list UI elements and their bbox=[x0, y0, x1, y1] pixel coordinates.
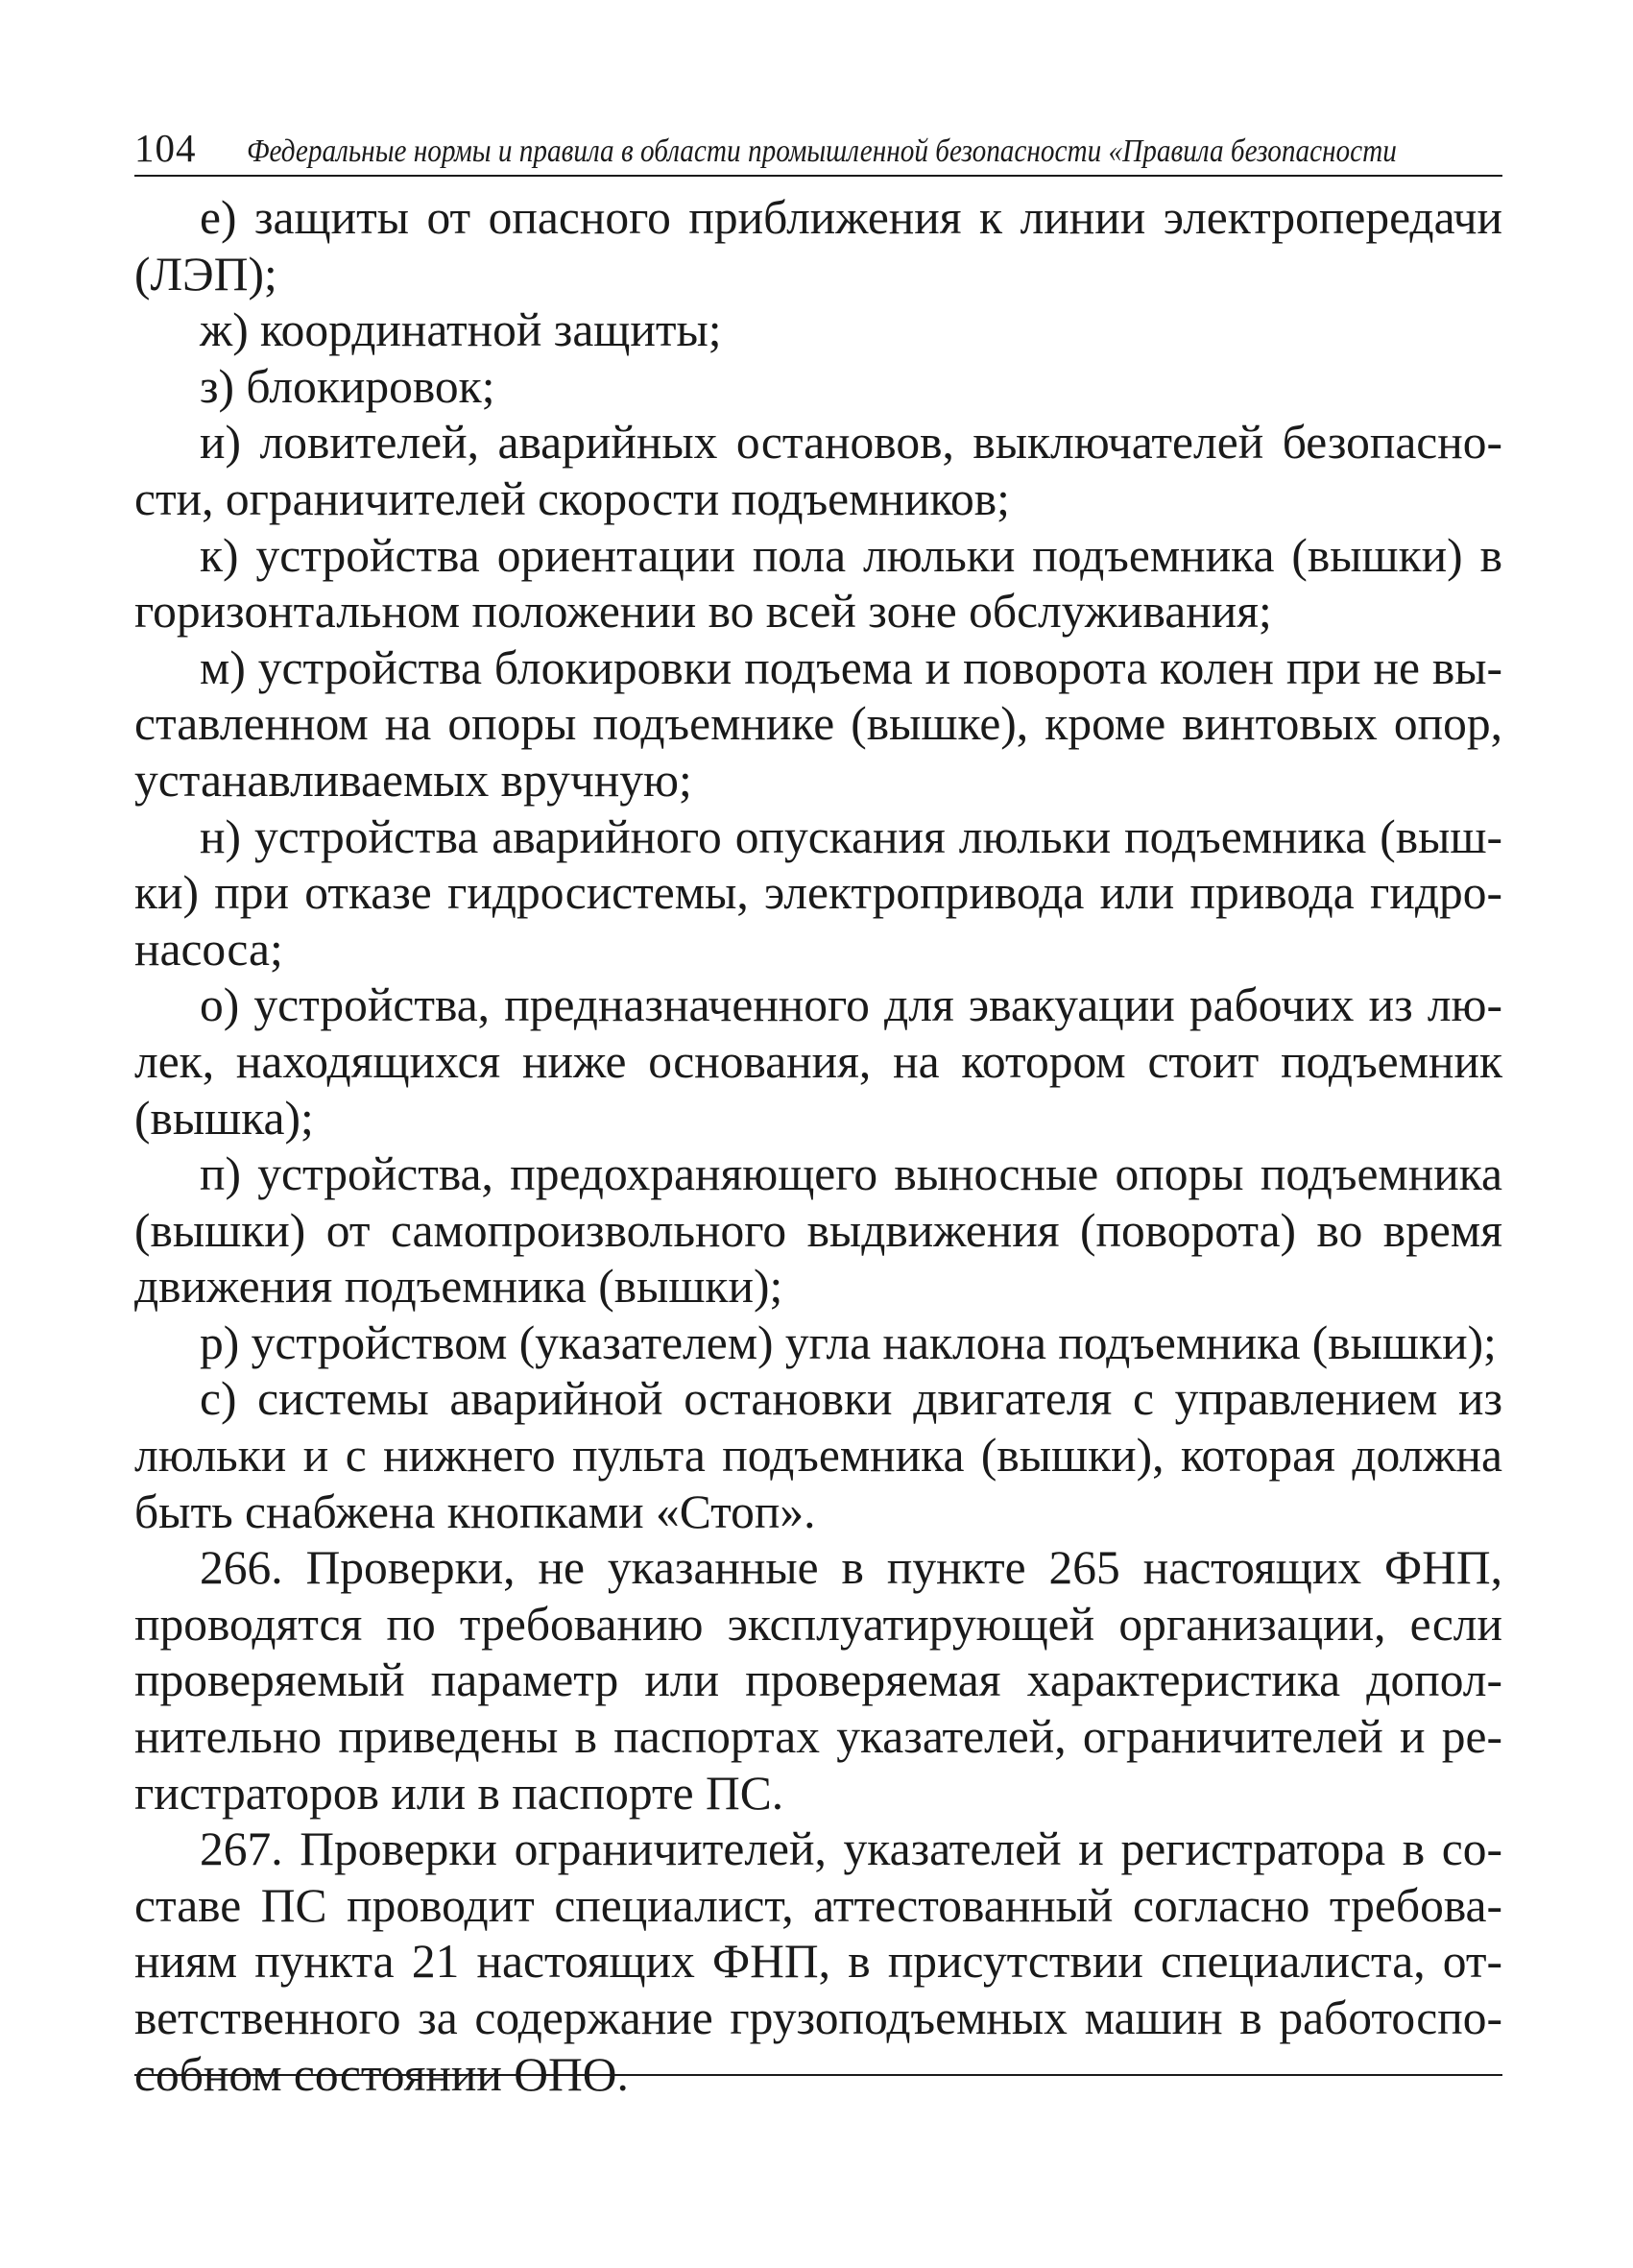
running-title: Федеральные нормы и правила в области промышленной безопасности «Правила безопасности bbox=[246, 133, 1397, 169]
document-body bbox=[134, 190, 1502, 2103]
list-item-o: о) устройства, предназначенного для эвакуации рабочих из люлек, находящихся ниже основания, на котором стоит подъемник (вышка); bbox=[134, 978, 1502, 1145]
document-page bbox=[134, 125, 1502, 2103]
footer-divider bbox=[134, 2074, 1502, 2076]
list-item-zh: ж) координатной защиты; bbox=[200, 303, 722, 357]
list-item-i: и) ловителей, аварийных остановов, выключателей безопасности, ограничителей скорости подъемников; bbox=[134, 416, 1502, 525]
list-item-z: з) блокировок; bbox=[200, 359, 495, 413]
paragraph-266: 266. Проверки, не указанные в пункте 265 настоящих ФНП, проводятся по требованию эксплуатирующей организации, если проверяемый параметр или проверяемая характеристика дополнительно приведены в паспортах указателей, ограничителей и регистраторов или в паспорте ПС. bbox=[134, 1541, 1502, 1820]
list-item-p: п) устройства, предохраняющего выносные опоры подъемника (вышки) от самопроизвольного выдвижения (поворота) во время движения подъемника (вышки); bbox=[134, 1147, 1502, 1314]
list-item-r: р) устройством (указателем) угла наклона подъемника (вышки); bbox=[200, 1315, 1497, 1369]
page-number: 104 bbox=[134, 126, 197, 170]
running-header bbox=[134, 125, 1502, 177]
list-item-s: с) системы аварийной остановки двигателя с управлением из люльки и с нижнего пульта подъемника (вышки), которая должна быть снабжена кнопками «Стоп». bbox=[134, 1372, 1502, 1538]
list-item-e: е) защиты от опасного приближения к линии электропередачи (ЛЭП); bbox=[134, 191, 1502, 301]
list-item-k: к) устройства ориентации пола люльки подъемника (вышки) в горизонтальном положении во всей зоне обслуживания; bbox=[134, 528, 1502, 639]
paragraph-267: 267. Проверки ограничителей, указателей и регистратора в составе ПС проводит специалист, аттестованный согласно требованиям пункта 21 настоящих ФНП, в присутствии специалиста, ответственного за содержание грузоподъемных машин в работоспособном состоянии ОПО. bbox=[134, 1822, 1502, 2101]
list-item-m: м) устройства блокировки подъема и поворота колен при не выставленном на опоры подъемнике (вышке), кроме винтовых опор, устанавливаемых вручную; bbox=[134, 640, 1502, 807]
list-item-n: н) устройства аварийного опускания люльки подъемника (вышки) при отказе гидросистемы, электропривода или привода гидронасоса; bbox=[134, 809, 1502, 976]
